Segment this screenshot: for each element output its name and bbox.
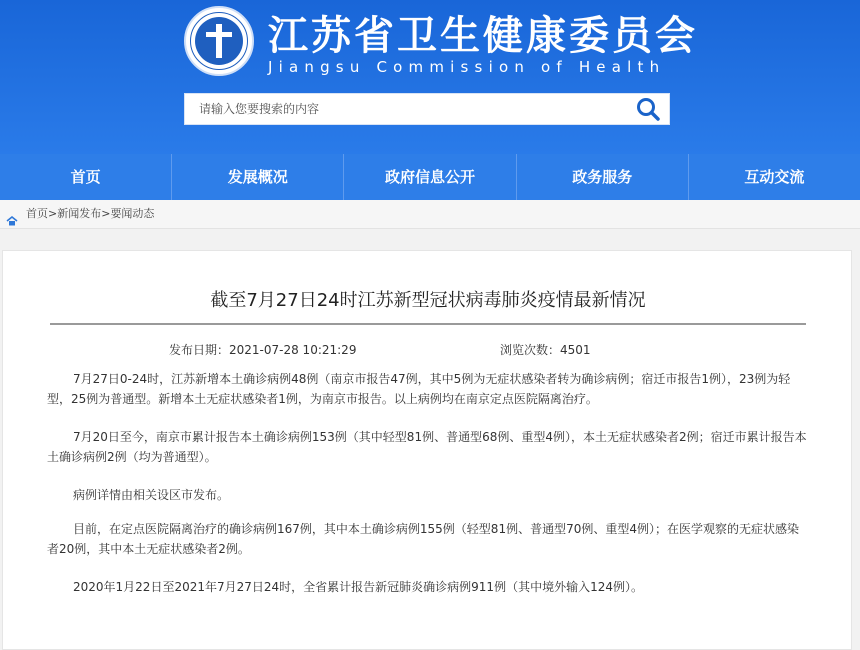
nav-item-development[interactable]: 发展概况 [172, 154, 344, 200]
nav-item-home[interactable]: 首页 [0, 154, 172, 200]
main-nav [0, 154, 860, 200]
search-input[interactable] [185, 94, 625, 124]
breadcrumb-home[interactable]: 首页 [26, 207, 48, 220]
article-paragraph: 7月20日至今，南京市累计报告本土确诊病例153例（其中轻型81例、普通型68例、重型4例），本土无症状感染者2例；宿迁市累计报告本土确诊病例2例（均为普通型）。 [47, 430, 807, 464]
search-box [184, 93, 670, 125]
seal-staff-mark [216, 24, 222, 58]
article-paragraph: 目前，在定点医院隔离治疗的确诊病例167例，其中本土确诊病例155例（轻型81例、普通型70例、重型4例）；在医学观察的无症状感染者20例，其中本土无症状感染者2例。 [47, 522, 799, 556]
breadcrumb-separator: > [48, 207, 58, 220]
breadcrumb-news[interactable]: 新闻发布 [57, 207, 102, 220]
article-title: 截至7月27日24时江苏新型冠状病毒肺炎疫情最新情况 [210, 290, 646, 311]
breadcrumb-path [26, 200, 154, 228]
nav-item-gov-info[interactable]: 政府信息公开 [344, 154, 516, 200]
article-panel [2, 250, 852, 650]
seal-wing-mark [206, 32, 232, 37]
title-divider [50, 323, 806, 325]
site-subtitle: Jiangsu Commission of Health [268, 58, 666, 76]
article-paragraph: 病例详情由相关设区市发布。 [73, 488, 230, 502]
commission-seal-icon[interactable] [184, 6, 254, 76]
view-count: 浏览次数：4501 [500, 343, 591, 357]
home-icon[interactable] [6, 209, 18, 237]
article-paragraph: 7月27日0-24时，江苏新增本土确诊病例48例（南京市报告47例，其中5例为无症状感染者转为确诊病例；宿迁市报告1例），23例为轻型，25例为普通型。新增本土无症状感染者1例，为南京市报告。以上病例均在南京定点医院隔离治疗。 [47, 372, 791, 406]
publish-date: 发布日期：2021-07-28 10:21:29 [169, 343, 357, 357]
nav-item-services[interactable]: 政务服务 [517, 154, 689, 200]
breadcrumb-separator: > [101, 207, 111, 220]
search-icon[interactable] [635, 97, 661, 121]
breadcrumb [0, 200, 860, 229]
breadcrumb-headlines[interactable]: 要闻动态 [110, 207, 155, 220]
site-title[interactable]: 江苏省卫生健康委员会 [268, 13, 698, 59]
site-header [0, 0, 860, 154]
nav-item-interaction[interactable]: 互动交流 [744, 168, 805, 186]
article-paragraph: 2020年1月22日至2021年7月27日24时，全省累计报告新冠肺炎确诊病例911例（其中境外输入124例）。 [73, 580, 643, 594]
